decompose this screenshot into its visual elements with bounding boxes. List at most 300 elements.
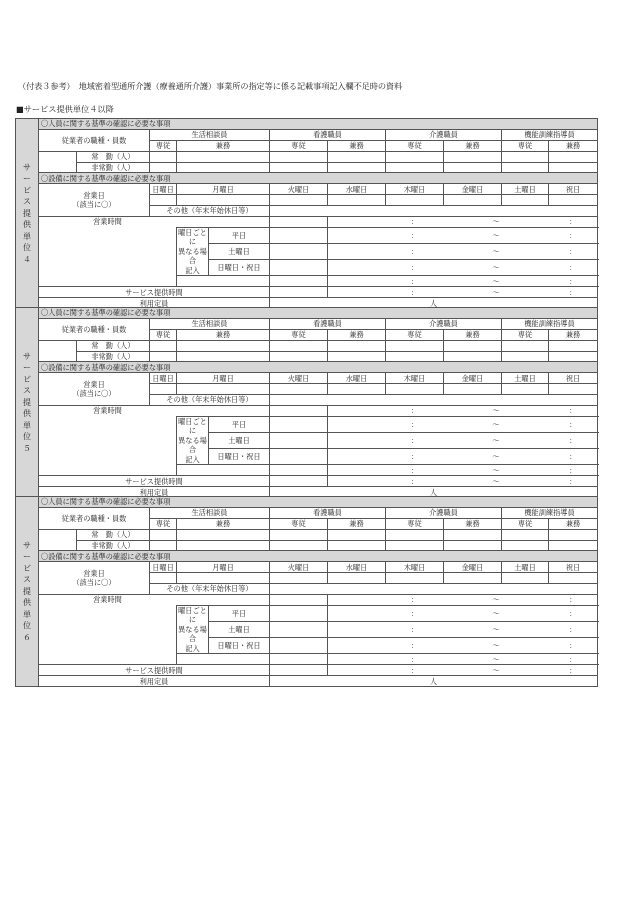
staff-type-label: 従業者の職種・員数 bbox=[39, 129, 150, 151]
input-cell[interactable] bbox=[502, 351, 549, 362]
input-cell[interactable] bbox=[328, 540, 386, 551]
weekday-thu: 木曜日 bbox=[386, 562, 444, 573]
service-hours-label: サービス提供時間 bbox=[39, 287, 270, 298]
colon-label: ： bbox=[386, 465, 444, 476]
input-cell[interactable] bbox=[328, 665, 386, 676]
input-cell[interactable] bbox=[270, 351, 328, 362]
business-days-line2: （該当に〇） bbox=[72, 200, 116, 210]
input-cell[interactable] bbox=[549, 195, 598, 206]
input-cell[interactable] bbox=[270, 622, 328, 638]
colon-label: ： bbox=[386, 638, 444, 654]
input-cell[interactable] bbox=[386, 540, 444, 551]
input-cell[interactable] bbox=[270, 416, 328, 432]
colon-label: ： bbox=[549, 638, 598, 654]
input-cell[interactable] bbox=[386, 351, 444, 362]
input-cell[interactable] bbox=[150, 162, 177, 173]
blank-cell bbox=[39, 529, 77, 540]
input-cell[interactable] bbox=[444, 573, 502, 584]
weekday-holiday: 祝日 bbox=[549, 184, 598, 195]
input-cell[interactable] bbox=[270, 227, 328, 243]
document-title: （付表３参考） 地域密着型通所介護（療養通所介護）事業所の指定等に係る記載事項記入欄不足時の資料 bbox=[18, 81, 403, 91]
business-days-label bbox=[39, 562, 150, 595]
colon-label: ： bbox=[549, 622, 598, 638]
input-cell[interactable] bbox=[328, 227, 386, 243]
colon-label: ： bbox=[386, 276, 444, 287]
by-day-label bbox=[177, 605, 209, 654]
colon-label: ： bbox=[386, 622, 444, 638]
weekday-wed: 水曜日 bbox=[328, 373, 386, 384]
weekday-fri: 金曜日 bbox=[444, 373, 502, 384]
input-cell[interactable] bbox=[270, 340, 328, 351]
input-cell[interactable] bbox=[328, 287, 386, 298]
input-cell[interactable] bbox=[386, 384, 444, 395]
weekday-fri: 金曜日 bbox=[444, 562, 502, 573]
col-kenmu: 兼務 bbox=[328, 140, 386, 151]
other-days-label: その他（年末年始休日等） bbox=[150, 395, 270, 406]
unit-label: サ ー ビ ス 提 供 単 位 ４ bbox=[16, 119, 39, 309]
tilde-label: ～ bbox=[444, 227, 549, 243]
weekday-tue: 火曜日 bbox=[270, 562, 328, 573]
fulltime-label: 常 勤（人） bbox=[77, 340, 150, 351]
col-senju: 専従 bbox=[270, 329, 328, 340]
tilde-label: ～ bbox=[444, 595, 549, 606]
capacity-value[interactable]: 人 bbox=[270, 298, 598, 309]
colon-label: ： bbox=[386, 665, 444, 676]
colon-label: ： bbox=[549, 476, 598, 487]
input-cell[interactable] bbox=[270, 162, 328, 173]
weekday-row-label: 平日 bbox=[209, 605, 270, 621]
colon-label: ： bbox=[549, 217, 598, 228]
input-cell[interactable] bbox=[386, 573, 444, 584]
input-cell[interactable] bbox=[444, 540, 502, 551]
colon-label: ： bbox=[549, 406, 598, 417]
input-cell[interactable] bbox=[328, 351, 386, 362]
tilde-label: ～ bbox=[444, 217, 549, 228]
capacity-value[interactable]: 人 bbox=[270, 487, 598, 498]
job-life-counselor: 生活相談員 bbox=[150, 318, 270, 329]
input-cell[interactable] bbox=[150, 151, 177, 162]
input-cell[interactable] bbox=[386, 151, 444, 162]
col-senju: 専従 bbox=[150, 518, 177, 529]
input-cell[interactable] bbox=[502, 151, 549, 162]
input-cell[interactable] bbox=[328, 638, 386, 654]
input-cell[interactable] bbox=[502, 573, 549, 584]
blank-cell bbox=[39, 162, 77, 173]
input-cell[interactable] bbox=[444, 529, 502, 540]
input-cell[interactable] bbox=[177, 573, 270, 584]
blank-cell bbox=[177, 465, 270, 476]
weekday-tue: 火曜日 bbox=[270, 184, 328, 195]
weekday-sat: 土曜日 bbox=[502, 184, 549, 195]
input-cell[interactable] bbox=[150, 573, 177, 584]
weekday-mon: 月曜日 bbox=[177, 184, 270, 195]
service-unit-table bbox=[15, 118, 598, 309]
parttime-label: 非常勤（人） bbox=[77, 162, 150, 173]
input-cell[interactable] bbox=[328, 654, 386, 665]
input-cell[interactable] bbox=[270, 287, 328, 298]
job-nurse: 看護職員 bbox=[270, 318, 386, 329]
colon-label: ： bbox=[386, 605, 444, 621]
input-cell[interactable] bbox=[270, 395, 598, 406]
input-cell[interactable] bbox=[549, 162, 598, 173]
input-cell[interactable] bbox=[444, 340, 502, 351]
tilde-label: ～ bbox=[444, 406, 549, 417]
business-hours-label: 営業時間 bbox=[39, 406, 177, 476]
service-hours-label: サービス提供時間 bbox=[39, 665, 270, 676]
colon-label: ： bbox=[386, 595, 444, 606]
input-cell[interactable] bbox=[328, 449, 386, 465]
staff-section-header: 〇人員に関する基準の確認に必要な事項 bbox=[39, 497, 598, 508]
input-cell[interactable] bbox=[444, 351, 502, 362]
job-trainer: 機能訓練指導員 bbox=[502, 318, 598, 329]
colon-label: ： bbox=[549, 276, 598, 287]
input-cell[interactable] bbox=[150, 540, 177, 551]
service-unit-table bbox=[15, 496, 598, 687]
input-cell[interactable] bbox=[177, 384, 270, 395]
input-cell[interactable] bbox=[549, 384, 598, 395]
tilde-label: ～ bbox=[444, 287, 549, 298]
col-kenmu: 兼務 bbox=[177, 140, 270, 151]
input-cell[interactable] bbox=[177, 351, 270, 362]
saturday-row-label: 土曜日 bbox=[209, 244, 270, 260]
input-cell[interactable] bbox=[270, 206, 598, 217]
tilde-label: ～ bbox=[444, 476, 549, 487]
input-cell[interactable] bbox=[270, 449, 328, 465]
col-senju: 専従 bbox=[386, 140, 444, 151]
input-cell[interactable] bbox=[502, 540, 549, 551]
section-title: ■サービス提供単位４以降 bbox=[16, 104, 114, 114]
input-cell[interactable] bbox=[328, 162, 386, 173]
input-cell[interactable] bbox=[328, 276, 386, 287]
input-cell[interactable] bbox=[177, 151, 270, 162]
capacity-label: 利用定員 bbox=[39, 676, 270, 687]
colon-label: ： bbox=[549, 433, 598, 449]
weekday-tue: 火曜日 bbox=[270, 373, 328, 384]
input-cell[interactable] bbox=[386, 529, 444, 540]
input-cell[interactable] bbox=[270, 260, 328, 276]
input-cell[interactable] bbox=[328, 416, 386, 432]
input-cell[interactable] bbox=[270, 595, 328, 606]
input-cell[interactable] bbox=[549, 540, 598, 551]
blank-cell bbox=[39, 340, 77, 351]
weekday-sat: 土曜日 bbox=[502, 562, 549, 573]
input-cell[interactable] bbox=[549, 529, 598, 540]
by-day-label bbox=[177, 227, 209, 276]
input-cell[interactable] bbox=[177, 195, 270, 206]
input-cell[interactable] bbox=[270, 665, 328, 676]
colon-label: ： bbox=[549, 260, 598, 276]
tilde-label: ～ bbox=[444, 638, 549, 654]
col-kenmu: 兼務 bbox=[444, 518, 502, 529]
tilde-label: ～ bbox=[444, 276, 549, 287]
weekday-sun: 日曜日 bbox=[150, 562, 177, 573]
input-cell[interactable] bbox=[328, 217, 386, 228]
input-cell[interactable] bbox=[150, 195, 177, 206]
input-cell[interactable] bbox=[328, 595, 386, 606]
input-cell[interactable] bbox=[177, 540, 270, 551]
blank-cell bbox=[39, 540, 77, 551]
input-cell[interactable] bbox=[549, 340, 598, 351]
input-cell[interactable] bbox=[502, 195, 549, 206]
job-nurse: 看護職員 bbox=[270, 507, 386, 518]
tilde-label: ～ bbox=[444, 465, 549, 476]
job-trainer: 機能訓練指導員 bbox=[502, 129, 598, 140]
input-cell[interactable] bbox=[549, 351, 598, 362]
facility-section-header: 〇設備に関する基準の確認に必要な事項 bbox=[39, 551, 598, 562]
input-cell[interactable] bbox=[502, 162, 549, 173]
colon-label: ： bbox=[549, 449, 598, 465]
input-cell[interactable] bbox=[270, 638, 328, 654]
weekday-mon: 月曜日 bbox=[177, 373, 270, 384]
input-cell[interactable] bbox=[328, 476, 386, 487]
capacity-label: 利用定員 bbox=[39, 298, 270, 309]
weekday-wed: 水曜日 bbox=[328, 562, 386, 573]
fulltime-label: 常 勤（人） bbox=[77, 151, 150, 162]
input-cell[interactable] bbox=[270, 384, 328, 395]
by-day-line2: 異なる場合 bbox=[178, 246, 207, 266]
col-kenmu: 兼務 bbox=[177, 329, 270, 340]
input-cell[interactable] bbox=[270, 217, 328, 228]
by-day-line3: 記入 bbox=[185, 265, 200, 275]
colon-label: ： bbox=[386, 244, 444, 260]
col-kenmu: 兼務 bbox=[444, 329, 502, 340]
blank-cell bbox=[39, 151, 77, 162]
by-day-line3: 記入 bbox=[185, 643, 200, 653]
weekday-sun: 日曜日 bbox=[150, 373, 177, 384]
input-cell[interactable] bbox=[270, 406, 328, 417]
weekday-holiday: 祝日 bbox=[549, 562, 598, 573]
input-cell[interactable] bbox=[549, 573, 598, 584]
by-day-line1: 曜日ごとに bbox=[178, 605, 207, 625]
staff-type-label: 従業者の職種・員数 bbox=[39, 507, 150, 529]
col-kenmu: 兼務 bbox=[328, 518, 386, 529]
colon-label: ： bbox=[549, 416, 598, 432]
colon-label: ： bbox=[549, 595, 598, 606]
input-cell[interactable] bbox=[444, 162, 502, 173]
business-days-line1: 営業日 bbox=[83, 190, 105, 200]
holiday-row-label: 日曜日・祝日 bbox=[209, 260, 270, 276]
by-day-label bbox=[177, 416, 209, 465]
input-cell[interactable] bbox=[328, 605, 386, 621]
col-kenmu: 兼務 bbox=[177, 518, 270, 529]
weekday-wed: 水曜日 bbox=[328, 184, 386, 195]
input-cell[interactable] bbox=[328, 529, 386, 540]
col-senju: 専従 bbox=[150, 140, 177, 151]
by-day-line2: 異なる場合 bbox=[178, 624, 207, 644]
tilde-label: ～ bbox=[444, 244, 549, 260]
input-cell[interactable] bbox=[270, 654, 328, 665]
parttime-label: 非常勤（人） bbox=[77, 540, 150, 551]
colon-label: ： bbox=[549, 665, 598, 676]
tilde-label: ～ bbox=[444, 622, 549, 638]
input-cell[interactable] bbox=[328, 260, 386, 276]
job-life-counselor: 生活相談員 bbox=[150, 129, 270, 140]
business-hours-label: 営業時間 bbox=[39, 595, 177, 665]
input-cell[interactable] bbox=[328, 151, 386, 162]
colon-label: ： bbox=[386, 449, 444, 465]
facility-section-header: 〇設備に関する基準の確認に必要な事項 bbox=[39, 173, 598, 184]
colon-label: ： bbox=[386, 287, 444, 298]
capacity-value[interactable]: 人 bbox=[270, 676, 598, 687]
col-kenmu: 兼務 bbox=[549, 140, 598, 151]
input-cell[interactable] bbox=[150, 529, 177, 540]
col-kenmu: 兼務 bbox=[328, 329, 386, 340]
business-days-line2: （該当に〇） bbox=[72, 389, 116, 399]
input-cell[interactable] bbox=[328, 195, 386, 206]
input-cell[interactable] bbox=[270, 276, 328, 287]
input-cell[interactable] bbox=[270, 195, 328, 206]
input-cell[interactable] bbox=[270, 529, 328, 540]
input-cell[interactable] bbox=[502, 340, 549, 351]
service-unit-table bbox=[15, 307, 598, 498]
col-senju: 専従 bbox=[386, 518, 444, 529]
input-cell[interactable] bbox=[270, 540, 328, 551]
holiday-row-label: 日曜日・祝日 bbox=[209, 638, 270, 654]
tilde-label: ～ bbox=[444, 605, 549, 621]
weekday-holiday: 祝日 bbox=[549, 373, 598, 384]
input-cell[interactable] bbox=[328, 244, 386, 260]
blank-cell bbox=[177, 654, 270, 665]
colon-label: ： bbox=[549, 654, 598, 665]
by-day-line3: 記入 bbox=[185, 454, 200, 464]
col-kenmu: 兼務 bbox=[549, 329, 598, 340]
blank-cell bbox=[177, 406, 270, 417]
input-cell[interactable] bbox=[502, 529, 549, 540]
parttime-label: 非常勤（人） bbox=[77, 351, 150, 362]
unit-label: サ ー ビ ス 提 供 単 位 ５ bbox=[16, 308, 39, 498]
input-cell[interactable] bbox=[328, 465, 386, 476]
input-cell[interactable] bbox=[328, 384, 386, 395]
col-senju: 専従 bbox=[270, 140, 328, 151]
input-cell[interactable] bbox=[270, 465, 328, 476]
tilde-label: ～ bbox=[444, 665, 549, 676]
input-cell[interactable] bbox=[177, 529, 270, 540]
input-cell[interactable] bbox=[386, 340, 444, 351]
job-life-counselor: 生活相談員 bbox=[150, 507, 270, 518]
input-cell[interactable] bbox=[270, 151, 328, 162]
job-care-worker: 介護職員 bbox=[386, 507, 502, 518]
service-unit-block bbox=[15, 118, 597, 307]
facility-section-header: 〇設備に関する基準の確認に必要な事項 bbox=[39, 362, 598, 373]
colon-label: ： bbox=[549, 605, 598, 621]
input-cell[interactable] bbox=[549, 151, 598, 162]
tilde-label: ～ bbox=[444, 260, 549, 276]
col-senju: 専従 bbox=[386, 329, 444, 340]
colon-label: ： bbox=[549, 465, 598, 476]
weekday-sat: 土曜日 bbox=[502, 373, 549, 384]
colon-label: ： bbox=[386, 476, 444, 487]
business-days-line1: 営業日 bbox=[83, 568, 105, 578]
service-unit-block bbox=[15, 496, 597, 685]
col-senju: 専従 bbox=[150, 329, 177, 340]
input-cell[interactable] bbox=[177, 340, 270, 351]
blank-cell bbox=[177, 217, 270, 228]
weekday-thu: 木曜日 bbox=[386, 184, 444, 195]
job-care-worker: 介護職員 bbox=[386, 318, 502, 329]
staff-section-header: 〇人員に関する基準の確認に必要な事項 bbox=[39, 119, 598, 130]
colon-label: ： bbox=[386, 654, 444, 665]
col-senju: 専従 bbox=[502, 329, 549, 340]
col-senju: 専従 bbox=[502, 140, 549, 151]
saturday-row-label: 土曜日 bbox=[209, 622, 270, 638]
input-cell[interactable] bbox=[150, 384, 177, 395]
input-cell[interactable] bbox=[386, 195, 444, 206]
colon-label: ： bbox=[386, 406, 444, 417]
job-trainer: 機能訓練指導員 bbox=[502, 507, 598, 518]
input-cell[interactable] bbox=[270, 584, 598, 595]
input-cell[interactable] bbox=[328, 340, 386, 351]
input-cell[interactable] bbox=[270, 476, 328, 487]
input-cell[interactable] bbox=[328, 406, 386, 417]
blank-cell bbox=[39, 351, 77, 362]
input-cell[interactable] bbox=[328, 622, 386, 638]
input-cell[interactable] bbox=[444, 384, 502, 395]
input-cell[interactable] bbox=[502, 384, 549, 395]
weekday-thu: 木曜日 bbox=[386, 373, 444, 384]
colon-label: ： bbox=[386, 217, 444, 228]
business-hours-label: 営業時間 bbox=[39, 217, 177, 287]
business-days-label bbox=[39, 373, 150, 406]
input-cell[interactable] bbox=[444, 195, 502, 206]
input-cell[interactable] bbox=[270, 605, 328, 621]
saturday-row-label: 土曜日 bbox=[209, 433, 270, 449]
input-cell[interactable] bbox=[150, 351, 177, 362]
colon-label: ： bbox=[549, 287, 598, 298]
input-cell[interactable] bbox=[270, 433, 328, 449]
blank-cell bbox=[177, 276, 270, 287]
business-days-label bbox=[39, 184, 150, 217]
tilde-label: ～ bbox=[444, 433, 549, 449]
blank-cell bbox=[177, 595, 270, 606]
tilde-label: ～ bbox=[444, 654, 549, 665]
col-kenmu: 兼務 bbox=[444, 140, 502, 151]
input-cell[interactable] bbox=[177, 162, 270, 173]
col-senju: 専従 bbox=[502, 518, 549, 529]
other-days-label: その他（年末年始休日等） bbox=[150, 584, 270, 595]
service-hours-label: サービス提供時間 bbox=[39, 476, 270, 487]
unit-label: サ ー ビ ス 提 供 単 位 ６ bbox=[16, 497, 39, 687]
input-cell[interactable] bbox=[328, 433, 386, 449]
holiday-row-label: 日曜日・祝日 bbox=[209, 449, 270, 465]
input-cell[interactable] bbox=[328, 573, 386, 584]
job-care-worker: 介護職員 bbox=[386, 129, 502, 140]
input-cell[interactable] bbox=[386, 162, 444, 173]
other-days-label: その他（年末年始休日等） bbox=[150, 206, 270, 217]
weekday-mon: 月曜日 bbox=[177, 562, 270, 573]
business-days-line2: （該当に〇） bbox=[72, 578, 116, 588]
input-cell[interactable] bbox=[150, 340, 177, 351]
colon-label: ： bbox=[386, 227, 444, 243]
business-days-line1: 営業日 bbox=[83, 379, 105, 389]
input-cell[interactable] bbox=[270, 573, 328, 584]
by-day-line1: 曜日ごとに bbox=[178, 227, 207, 247]
weekday-sun: 日曜日 bbox=[150, 184, 177, 195]
tilde-label: ～ bbox=[444, 416, 549, 432]
input-cell[interactable] bbox=[444, 151, 502, 162]
fulltime-label: 常 勤（人） bbox=[77, 529, 150, 540]
colon-label: ： bbox=[549, 227, 598, 243]
staff-type-label: 従業者の職種・員数 bbox=[39, 318, 150, 340]
job-nurse: 看護職員 bbox=[270, 129, 386, 140]
service-unit-block bbox=[15, 307, 597, 496]
col-senju: 専従 bbox=[270, 518, 328, 529]
colon-label: ： bbox=[386, 260, 444, 276]
colon-label: ： bbox=[386, 416, 444, 432]
input-cell[interactable] bbox=[270, 244, 328, 260]
capacity-label: 利用定員 bbox=[39, 487, 270, 498]
weekday-row-label: 平日 bbox=[209, 227, 270, 243]
col-kenmu: 兼務 bbox=[549, 518, 598, 529]
